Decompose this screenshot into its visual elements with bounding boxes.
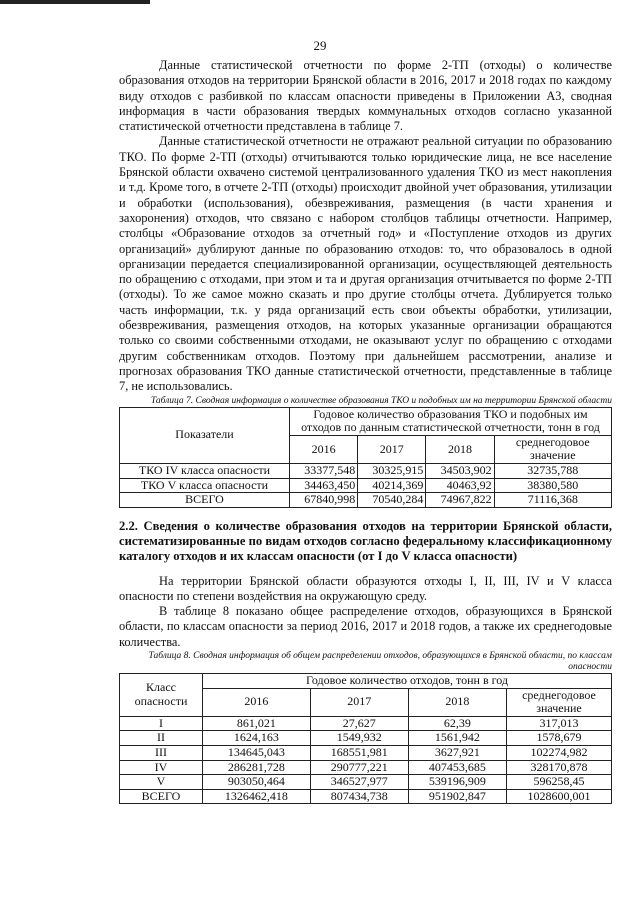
table8 [119,673,612,804]
paragraph: Данные статистической отчетности не отражают реальной ситуации по образованию ТКО. По форме 2-ТП (отходы) отчитываются только юридические лица, не все население Брянской области охвачено системой централизованного удаления ТКО из мест накопления и т.д. Кроме того, в отчете 2-ТП (отходы) происходит двойной учет образования, утилизации и обработки (использования), обезвреживания, размещения (в части хранения и захоронения) отходов, что связано с набором столбцов таблицы отчетности. Например, столбцы «Образование отходов за отчетный год» и «Поступление отходов из других организаций» дублируют данные по образованию отходов: то, что образовалось в одной организации передается специализированной организации, осуществляющей деятельность по обращению с отходами, при этом и та и другая организация отчитывается по форме 2-ТП (отходы). То же самое можно сказать и про другие столбцы отчета. Дублируется только часть информации, т.к. у ряда организаций есть свои объекты обработки, утилизации, обезвреживания, размещения отходов, на которых указанные организации обращаются только со своими собственными отходами, не оказывают услуг по обращению с отходами другим собственникам отходов. Поэтому при дальнейшем рассмотрении, анализе и прогнозах образования ТКО данные статистической отчетности, представленные в таблице 7, не использовались. [119,134,612,394]
section-heading: 2.2. Сведения о количестве образования отходов на территории Брянской области, систематизированные по видам отходов согласно федеральному классификационному каталогу отходов и их классам опасности (от I до V класса опасности) [119,518,612,564]
table8-caption: Таблица 8. Сводная информация об общем распределении отходов, образующихся в Брянской области, по классам опасности [148,651,612,673]
table-row: ВСЕГО 67840,998 70540,284 74967,822 71116,368 [120,493,612,508]
table7-header-group: Годовое количество образования ТКО и подобных им отходов по данным статистической отчетности, тонн в год [290,407,612,435]
table7-year-header: 2018 [426,435,494,463]
table-row: II 1624,163 1549,932 1561,942 1578,679 [120,731,612,746]
table8-year-header: 2018 [408,688,506,716]
paragraph: В таблице 8 показано общее распределение отходов, образующихся в Брянской области, по классам опасности за период 2016, 2017 и 2018 годов, а также их среднегодовые количества. [119,604,612,649]
table-row: III 134645,043 168551,981 3627,921 102274,982 [120,746,612,761]
table8-year-header: 2017 [310,688,408,716]
table7 [119,407,612,508]
table8-header-group: Годовое количество отходов, тонн в год [203,674,612,689]
page-number: 29 [313,38,327,53]
table8-year-header: среднегодовое значение [507,688,612,716]
table-row: IV 286281,728 290777,221 407453,685 328170,878 [120,760,612,775]
paragraph: Данные статистической отчетности по форме 2-ТП (отходы) о количестве образования отходов на территории Брянской области в 2016, 2017 и 2018 годах по каждому виду отходов с разбивкой по классам опасности приведены в Приложении А3, сводная информация в части образования твердых коммунальных отходов согласно указанной статистической отчетности представлена в таблице 7. [119,58,612,134]
table7-caption: Таблица 7. Сводная информация о количестве образования ТКО и подобных им на территории Брянской области [150,395,612,406]
table-row: ВСЕГО 1326462,418 807434,738 951902,847 1028600,001 [120,789,612,804]
table7-year-header: 2016 [290,435,358,463]
table7-year-header: среднегодовое значение [494,435,611,463]
table8-year-header: 2016 [203,688,311,716]
table-row: I 861,021 27,627 62,39 317,013 [120,716,612,731]
table-row: ТКО V класса опасности 34463,450 40214,369 40463,92 38380,580 [120,478,612,493]
paragraph: На территории Брянской области образуются отходы I, II, III, IV и V класса опасности по степени воздействия на окружающую среду. [119,573,612,603]
table7-header-indicator: Показатели [120,407,290,463]
top-edge-bar [0,0,150,4]
table8-header-class: Класс опасности [120,674,203,717]
table-row: ТКО IV класса опасности 33377,548 30325,915 34503,902 32735,788 [120,463,612,478]
page-content [119,58,612,804]
table-row: V 903050,464 346527,977 539196,909 596258,45 [120,775,612,790]
table7-year-header: 2017 [358,435,426,463]
